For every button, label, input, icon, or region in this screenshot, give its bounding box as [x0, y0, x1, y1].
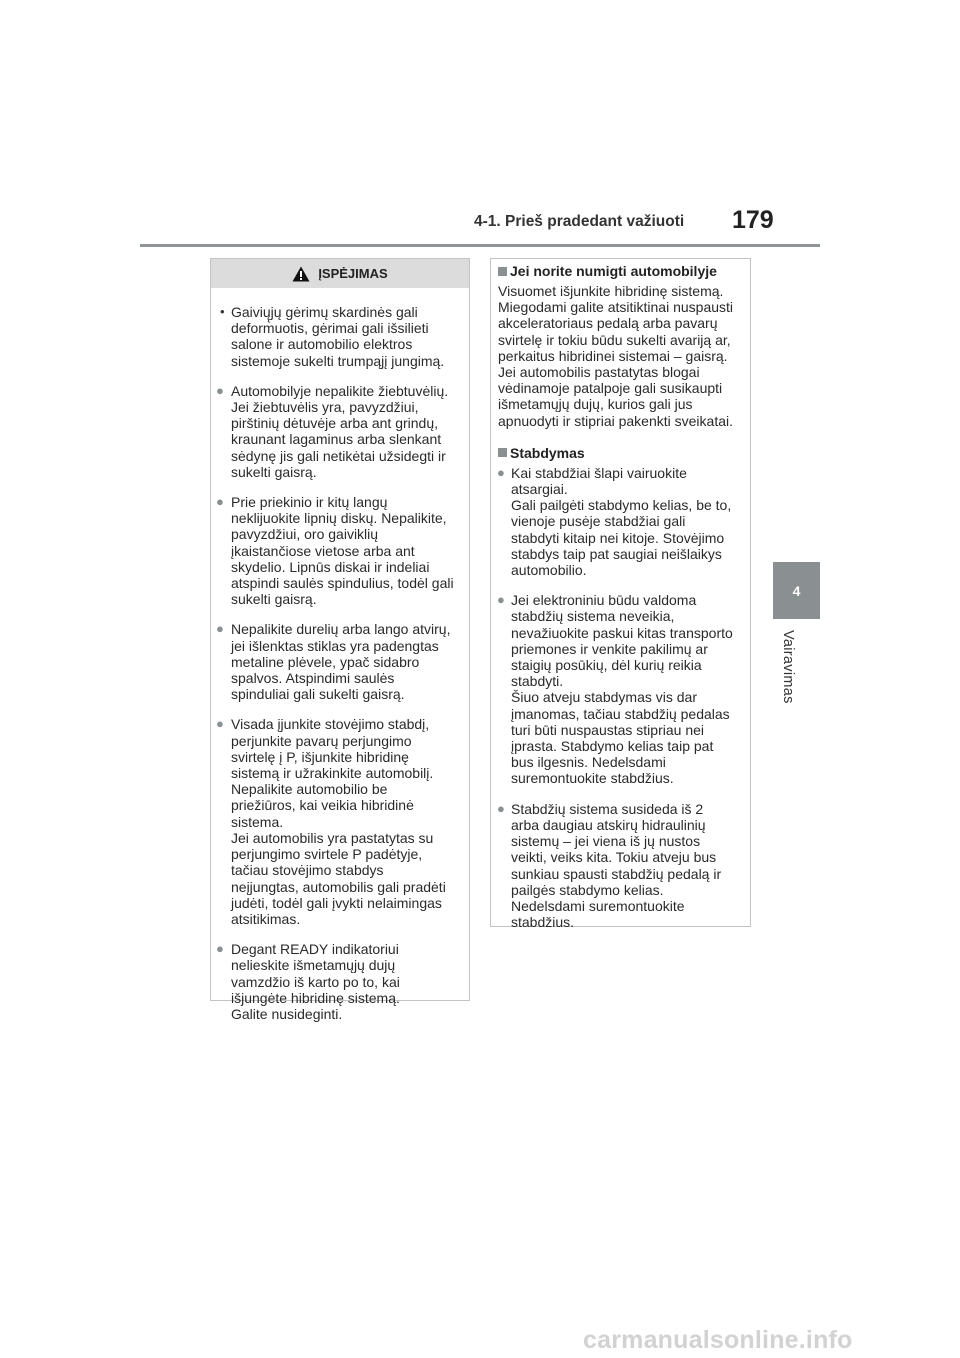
bullet-marker: ●: [216, 494, 224, 510]
bullet-marker: ●: [216, 716, 224, 732]
info-item: [498, 801, 740, 931]
warning-title: ĮSPĖJIMAS: [318, 266, 388, 281]
info-item-text: Stabdžių sistema susideda iš 2 arba daugiau atskirų hidraulinių sistemų – jei viena iš jų nustos veikti, veiks kita. Tokiu atveju bus sunkiau spausti stabdžių pedalą ir pailgės stabdymo kelias. Nedelsdami suremontuokite stabdžius.: [511, 800, 722, 931]
info-item: [498, 465, 740, 578]
bullet-marker: ●: [216, 941, 224, 957]
page-number: 179: [732, 206, 774, 234]
info-body: [491, 259, 750, 930]
warning-item: [216, 382, 458, 480]
warning-item: [216, 941, 458, 1022]
bullet-marker: ●: [497, 464, 505, 480]
chapter-number: 4: [792, 582, 801, 599]
warning-item-text: Gaivių̨jų gėrimų skardinės gali deformuotis, gėrimai gali išsilieti salone ir automobilio elektros sistemoje sukelti trumpąjį jungimą.: [231, 304, 445, 369]
warning-item-text: Nepalikite durelių arba lango atvirų, jei išlenktas stiklas yra padengtas metaline plėvele, ypač sidabro spalvos. Atspindimi saulės spinduliai gali sukelti gaisrą.: [231, 621, 451, 703]
info-subheading-text: Jei norite numigti automobilyje: [510, 263, 717, 279]
info-item-text: Jei elektroniniu būdu valdoma stabdžių sistema neveikia, nevažiuokite paskui kitas transporto priemones ir venkite pakilimų ar staigių posūkių, dėl kurių reikia stabdyti. Šiuo atveju stabdymas vis dar įmanomas, tačiau stabdžių pedalas turi būti nuspaustas stipriau nei įprasta. Stabdymo kelias taip pat bus ilgesnis. Nedelsdami suremontuokite stabdžius.: [511, 592, 733, 787]
square-bullet-icon: [498, 267, 507, 276]
section-title: 4-1. Prieš pradedant važiuoti: [474, 213, 685, 230]
chapter-title: Vairavimas: [780, 630, 796, 704]
warning-item-text: Degant READY indikatoriui nelieskite išmetamųjų dujų vamzdžio iš karto po to, kai išjungėte hibridinę sistemą. Galite nusideginti.: [231, 941, 400, 1022]
info-paragraph: Visuomet išjunkite hibridinę sistemą. Miegodami galite atsitiktinai nuspausti akceleratoriaus pedalą arba pavarų svirtelę ir tokiu būdu sukelti avariją ar, perkaitus hibridinei sistemai – gaisrą. Jei automobilis pastatytas blogai vėdinamoje patalpoje gali susikaupti išmetamųjų dujų, kurios gali jus apnuodyti ir stipriai pakenkti sveikatai.: [498, 283, 734, 429]
info-item: [498, 592, 740, 786]
header-divider: [140, 244, 820, 247]
info-subheading-text: Stabdymas: [510, 444, 585, 461]
bullet-marker: ●: [497, 592, 505, 608]
warning-body: [211, 288, 469, 1022]
info-item-text: Kai stabdžiai šlapi vairuokite atsargiai. Gali pailgėti stabdymo kelias, be to, vienoje pusėje stabdžiai gali stabdyti kitaip nei kitoje. Stovėjimo stabdys taip pat saugiai neišlaikys automobilio.: [511, 464, 732, 579]
warning-item: [216, 494, 458, 608]
info-subheading: [498, 263, 740, 279]
warning-item: [216, 621, 458, 703]
warning-box: [210, 258, 470, 1022]
info-subheading: [498, 445, 740, 461]
bullet-marker: ●: [216, 382, 224, 398]
square-bullet-icon: [498, 448, 507, 457]
bullet-marker: ●: [216, 621, 224, 637]
warning-item-text: Prie priekinio ir kitų langų neklijuokite lipnių diskų. Nepalikite, pavyzdžiui, oro gaiviklių įkaistančiose vietose arba ant skydelio. Lipnūs diskai ir indeliai atspindi saulės spindulius, todėl gali sukelti gaisrą.: [231, 494, 454, 608]
warning-item-text: Automobilyje nepalikite žiebtuvėlių. Jei žiebtuvėlis yra, pavyzdžiui, pirštinių dėtuvėje arba ant grindų, kraunant lagaminus arba slenkant sėdynę jis gali netikėtai užsidegti ir sukelti gaisrą.: [231, 382, 449, 480]
bullet-marker: •: [220, 304, 225, 319]
warning-triangle-icon: [292, 266, 310, 282]
info-box: [490, 258, 751, 931]
watermark: carmanualsonline.info: [583, 1326, 853, 1354]
bullet-marker: ●: [497, 800, 505, 816]
warning-header: [211, 259, 469, 288]
warning-item: [216, 716, 458, 927]
warning-item: [220, 304, 458, 369]
chapter-tab[interactable]: [773, 562, 820, 619]
warning-item-text: Visada įjunkite stovėjimo stabdį, perjunkite pavarų perjungimo svirtelę į P, išjunkite hibridinę sistemą ir užrakinkite automobilį. Nepalikite automobilio be priežiūros, kai veikia hibridinė sistema. Jei automobilis yra pastatytas su perjungimo svirtele P padėtyje, tačiau stovėjimo stabdys neįjungtas, automobilis gali pradėti judėti, todėl gali įvykti nelaimingas atsitikimas.: [231, 716, 446, 927]
